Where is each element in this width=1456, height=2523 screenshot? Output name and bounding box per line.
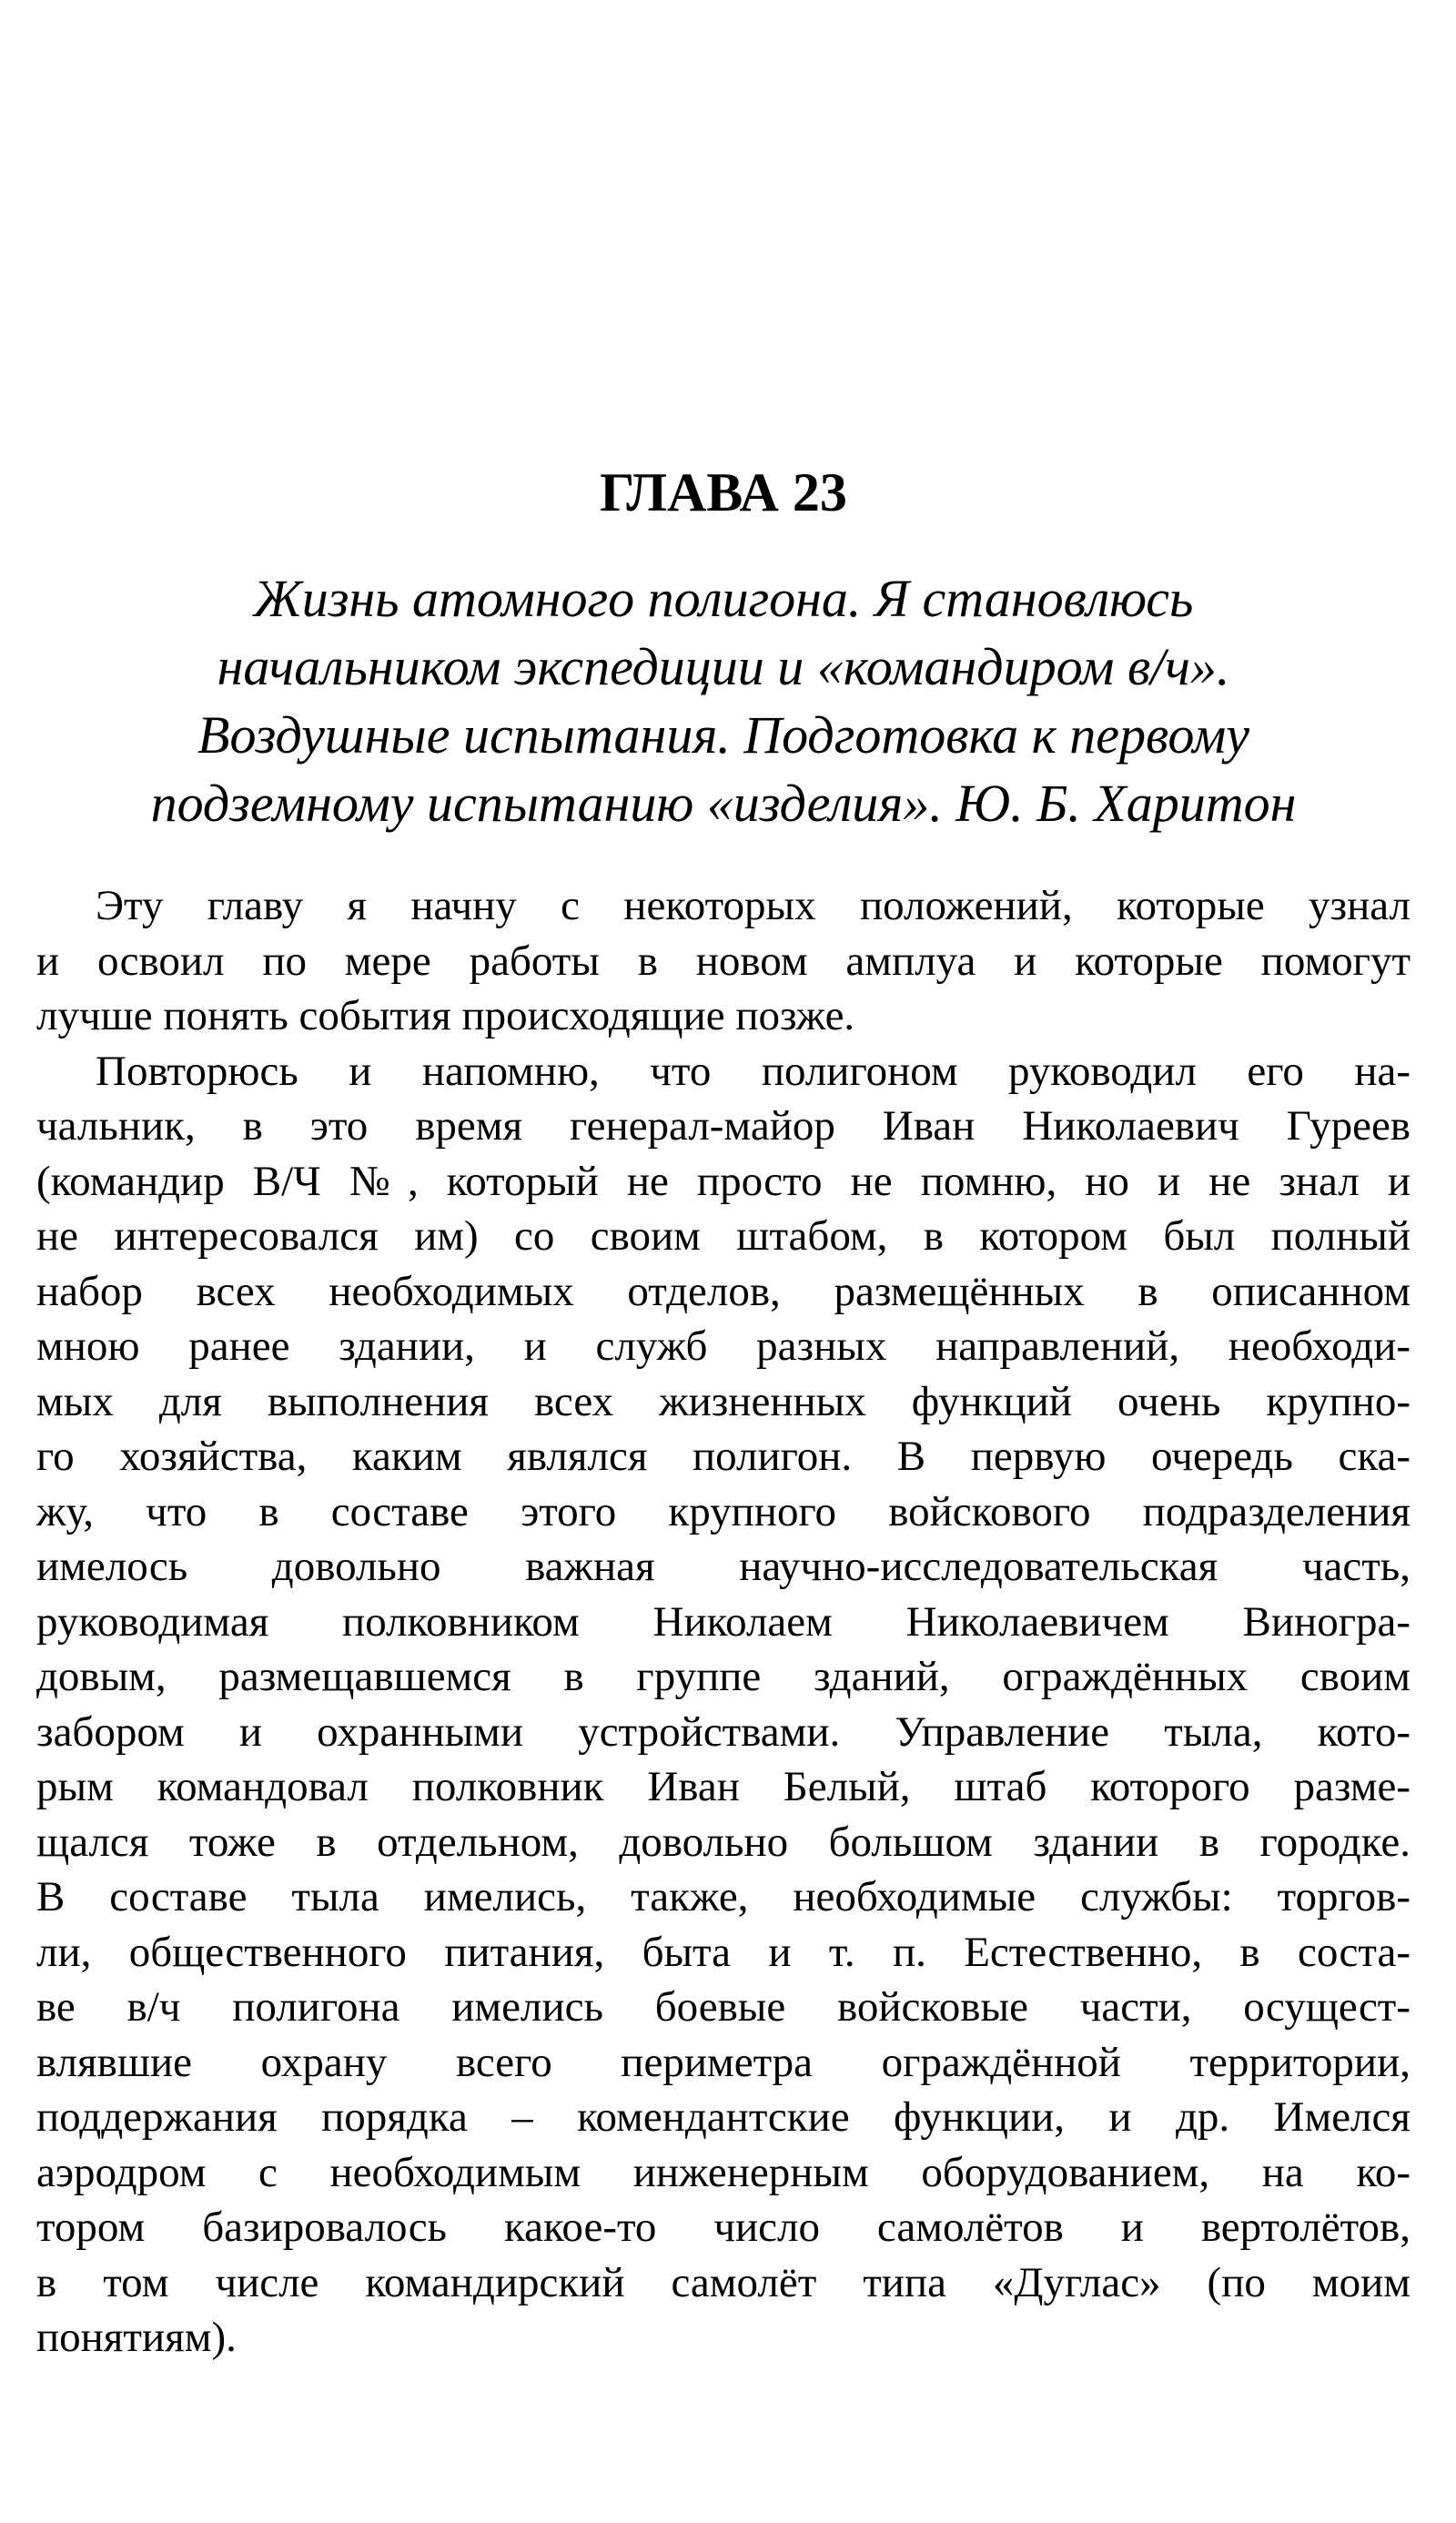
text-line: понятиям). <box>36 2314 237 2361</box>
text-line: лучше понять события происходящие позже. <box>36 992 855 1039</box>
text-line: не интересовался им) со своим штабом, в котором был полный <box>36 1212 1410 1260</box>
text-line: мых для выполнения всех жизненных функций очень крупно- <box>36 1377 1410 1425</box>
paragraph-1 <box>36 878 1410 1044</box>
paragraph-2 <box>36 1044 1410 2366</box>
text-line: тором базировалось какое-то число самолётов и вертолётов, <box>36 2204 1410 2251</box>
text-line: щался тоже в отдельном, довольно большом здании в городке. <box>36 1818 1410 1866</box>
text-line: (командир В/Ч №, который не просто не помню, но и не знал и <box>36 1157 1410 1205</box>
text-line: и освоил по мере работы в новом амплуа и которые помогут <box>36 937 1410 985</box>
text-line: имелось довольно важная научно-исследовательская часть, <box>36 1543 1410 1590</box>
text-line: довым, размещавшемся в группе зданий, ограждённых своим <box>36 1653 1410 1700</box>
text-line: ли, общественного питания, быта и т. п. Естественно, в соста- <box>36 1928 1410 1976</box>
text-line: влявшие охрану всего периметра ограждённой территории, <box>36 2038 1410 2086</box>
text-line: набор всех необходимых отделов, размещённых в описанном <box>36 1267 1410 1315</box>
subtitle-line: начальником экспедиции и «командиром в/ч». <box>217 637 1230 696</box>
subtitle-line: подземному испытанию «изделия». Ю. Б. Харитон <box>150 774 1297 833</box>
text-line: В составе тыла имелись, также, необходимые службы: торгов- <box>36 1873 1410 1920</box>
text-line: забором и охранными устройствами. Управление тыла, кото- <box>36 1707 1410 1756</box>
text-line: мною ранее здании, и служб разных направлений, необходи- <box>36 1322 1410 1370</box>
text-line: го хозяйства, каким являлся полигон. В первую очередь ска- <box>36 1433 1410 1480</box>
body-text <box>36 878 1410 2366</box>
chapter-subtitle <box>36 564 1410 837</box>
chapter-title: ГЛАВА 23 <box>600 462 847 522</box>
text-line: жу, что в составе этого крупного войскового подразделения <box>36 1487 1410 1535</box>
subtitle-line: Воздушные испытания. Подготовка к первому <box>197 705 1249 765</box>
text-line: рым командовал полковник Иван Белый, штаб которого разме- <box>36 1763 1410 1810</box>
text-line: в том числе командирский самолёт типа «Дуглас» (по моим <box>36 2258 1410 2306</box>
text-line: поддержания порядка – комендантские функции, и др. Имелся <box>36 2093 1410 2141</box>
text-line: руководимая полковником Николаем Николаевичем Виногра- <box>36 1597 1410 1646</box>
text-line: Эту главу я начну с некоторых положений, которые узнал <box>96 882 1410 929</box>
text-line: аэродром с необходимым инженерным оборудованием, на ко- <box>36 2148 1410 2196</box>
subtitle-line: Жизнь атомного полигона. Я становлюсь <box>253 569 1194 628</box>
text-line: ве в/ч полигона имелись боевые войсковые части, осущест- <box>36 1983 1410 2031</box>
text-line: чальник, в это время генерал-майор Иван Николаевич Гуреев <box>36 1102 1410 1150</box>
text-line: Повторюсь и напомню, что полигоном руководил его на- <box>96 1047 1410 1095</box>
